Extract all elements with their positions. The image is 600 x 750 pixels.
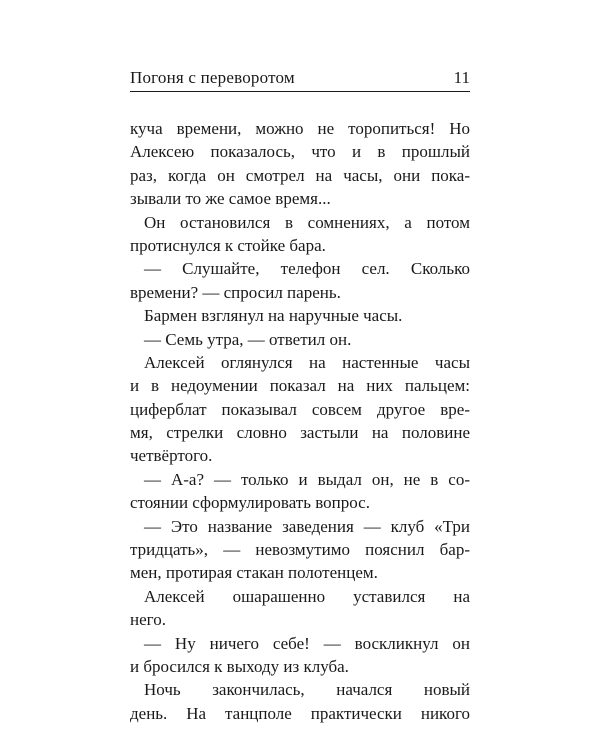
text-line: — Это название заведения — клуб «Три bbox=[144, 516, 470, 536]
text-line: Бармен взглянул на наручные часы. bbox=[144, 306, 403, 326]
text-line: — Ну ничего себе! — воскликнул он bbox=[144, 633, 470, 653]
text-line: протиснулся к стойке бара. bbox=[130, 235, 326, 255]
text-line: времени? — спросил парень. bbox=[130, 282, 341, 302]
text-line: — А-а? — только и выдал он, не в со- bbox=[144, 469, 470, 489]
text-line: и бросился к выходу из клуба. bbox=[130, 656, 349, 676]
text-line: зывали то же самое время... bbox=[130, 189, 331, 209]
running-title: Погоня с переворотом bbox=[130, 68, 295, 87]
text-line: тридцать», — невозмутимо пояснил бар- bbox=[130, 540, 470, 560]
text-line: Ночь закончилась, начался новый bbox=[144, 680, 470, 700]
text-line: Алексей оглянулся на настенные часы bbox=[144, 352, 470, 372]
text-line: Алексей ошарашенно уставился на bbox=[144, 586, 470, 606]
page-number: 11 bbox=[453, 68, 470, 87]
text-line: куча времени, можно не торопиться! Но bbox=[130, 119, 470, 138]
text-line: мен, протирая стакан полотенцем. bbox=[130, 563, 378, 583]
text-line: Он остановился в сомнениях, а потом bbox=[144, 212, 470, 232]
header-rule bbox=[130, 91, 470, 92]
text-line: четвёртого. bbox=[130, 446, 213, 466]
text-line: раз, когда он смотрел на часы, они пока- bbox=[130, 165, 470, 185]
text-line: него. bbox=[130, 610, 166, 630]
text-line: и в недоумении показал на них пальцем: bbox=[130, 376, 470, 396]
running-head bbox=[130, 62, 470, 92]
text-line: — Семь утра, — ответил он. bbox=[144, 329, 352, 349]
text-line: Алексею показалось, что и в прошлый bbox=[130, 142, 470, 162]
text-line: циферблат показывал совсем другое вре- bbox=[130, 399, 470, 419]
text-line: мя, стрелки словно застыли на половине bbox=[130, 423, 470, 443]
text-line: — Слушайте, телефон сел. Сколько bbox=[144, 259, 470, 279]
text-line: день. На танцполе практически никого bbox=[130, 703, 470, 723]
text-line: стоянии сформулировать вопрос. bbox=[130, 493, 370, 513]
body-text bbox=[130, 117, 470, 725]
